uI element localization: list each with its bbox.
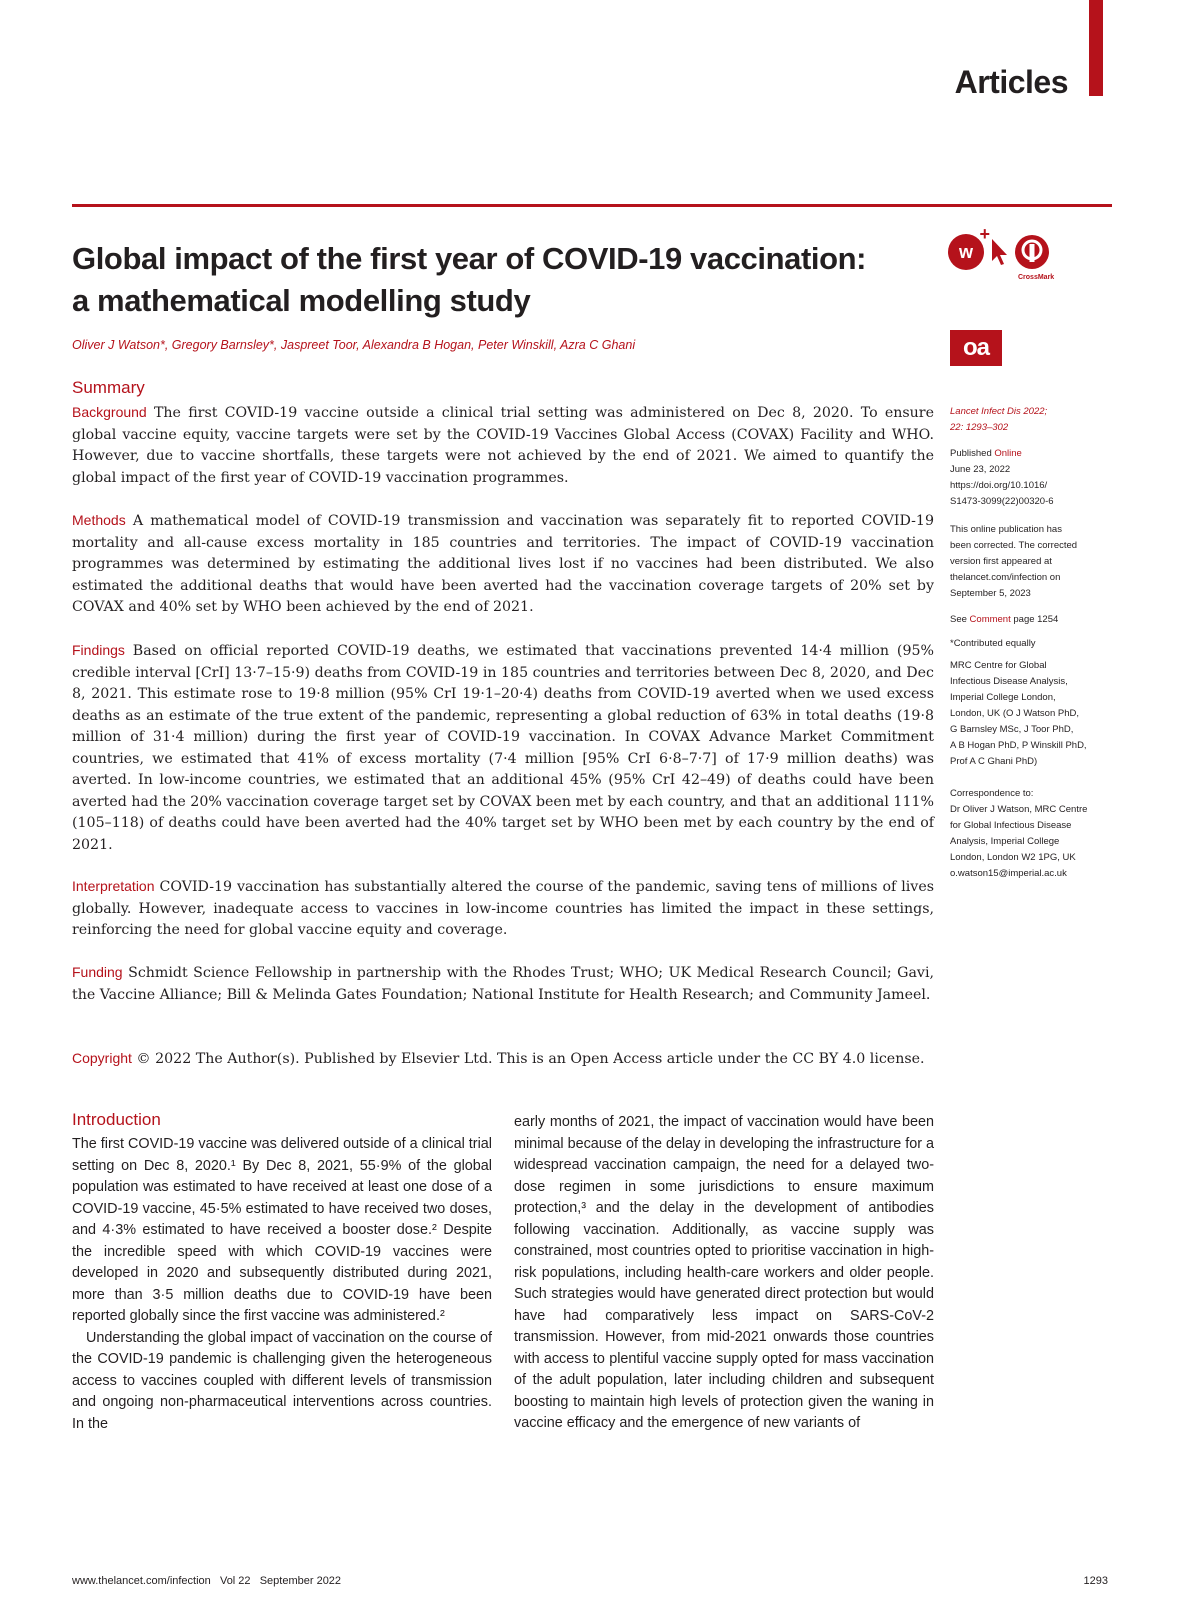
w-glyph: w bbox=[958, 241, 973, 262]
correction-line: September 5, 2023 bbox=[950, 588, 1031, 599]
findings-text: Based on official reported COVID-19 deaths, we estimated that vaccinations prevented 14·4 million (95% credible interval [CrI] 13·7–15·9) deaths from COVID-19 in 185 countries and territories between Dec 8, 2020, and Dec 8, 2021. This estimate rose to 19·8 million (95% CrI 19·1–20·4) deaths from COVID-19 averted when we used excess deaths as an estimate of the true extent of the pandemic, representing a global reduction of 63% in total deaths (19·8 million of 31·4 million) during the first year of COVID-19 vaccination. In COVAX Advance Market Commitment countries, we estimated that 41% of excess mortality (7·4 million [95% CrI 6·8–7·7] of 17·9 million deaths) was averted. In low-income countries, we estimated that an additional 45% (95% CrI 42–49) of deaths could have been averted had the 20% vaccination coverage target set by COVAX been met by each country, and that an additional 111% (105–118) of deaths could have been averted had the 40% target set by WHO been met by each country by the end of 2021. bbox=[72, 643, 934, 853]
correspondence-line: Analysis, Imperial College bbox=[950, 836, 1060, 847]
intro-paragraph: Understanding the global impact of vaccination on the course of the COVID-19 pandemic is challenging given the heterogeneous access to vaccines coupled with different levels of transmission and ongoing non-pharmaceutical interventions across countries. In the bbox=[72, 1329, 492, 1432]
title-line-1: Global impact of the first year of COVID-19 vaccination: bbox=[72, 241, 867, 276]
funding-label: Funding bbox=[72, 964, 123, 980]
doi-link[interactable]: S1473-3099(22)00320-6 bbox=[950, 496, 1054, 507]
article-title bbox=[72, 238, 932, 322]
correction-line: version first appeared at bbox=[950, 556, 1052, 567]
published-label: Published bbox=[950, 448, 995, 459]
background-label: Background bbox=[72, 404, 147, 420]
correction-line: thelancet.com/infection on bbox=[950, 572, 1061, 583]
affiliation-line: Infectious Disease Analysis, bbox=[950, 676, 1068, 687]
intro-paragraph: The first COVID-19 vaccine was delivered outside of a clinical trial setting on Dec 8, 2020.¹ By Dec 8, 2021, 55·9% of the global population was estimated to have received at least one dose of a COVID-19 vaccine, 45·5% estimated to have received two doses, and 4·3% estimated to have received a booster dose.² Despite the incredible speed with which COVID-19 vaccines were developed in 2020 and subsequently distributed during 2021, more than 3·5 million deaths due to COVID-19 have been reported globally since the first vaccine was administered.² bbox=[72, 1136, 492, 1324]
copyright-label: Copyright bbox=[72, 1050, 132, 1066]
body-column-left bbox=[72, 1134, 492, 1435]
doi-link[interactable]: https://doi.org/10.1016/ bbox=[950, 480, 1048, 491]
abstract-copyright bbox=[72, 1048, 934, 1071]
comment-link[interactable]: Comment bbox=[969, 614, 1011, 625]
correspondence-email[interactable]: o.watson15@imperial.ac.uk bbox=[950, 868, 1067, 879]
comment-prefix: See bbox=[950, 614, 970, 625]
affiliation-line: Imperial College London, bbox=[950, 692, 1056, 703]
page-number: 1293 bbox=[1083, 1575, 1108, 1587]
correspondence-line: London, London W2 1PG, UK bbox=[950, 852, 1076, 863]
copyright-text: © 2022 The Author(s). Published by Elsevier Ltd. This is an Open Access article under the CC BY 4.0 license. bbox=[131, 1051, 925, 1067]
body-column-right bbox=[514, 1112, 934, 1435]
abstract-background bbox=[72, 402, 934, 489]
plus-glyph: + bbox=[979, 224, 990, 244]
abstract-findings bbox=[72, 640, 934, 856]
published-line bbox=[950, 446, 1110, 462]
sidebar-correction-note bbox=[950, 522, 1110, 602]
citation-line: 22: 1293–302 bbox=[950, 422, 1009, 433]
correction-line: been corrected. The corrected bbox=[950, 540, 1078, 551]
affiliation-line: London, UK (O J Watson PhD, bbox=[950, 708, 1080, 719]
introduction-heading: Introduction bbox=[72, 1110, 161, 1129]
comment-suffix: page 1254 bbox=[1010, 614, 1059, 625]
sidebar-citation bbox=[950, 404, 1110, 436]
sidebar-affiliation bbox=[950, 658, 1110, 770]
intro-paragraph: early months of 2021, the impact of vaccination would have been minimal because of the delay in developing the infrastructure for a widespread vaccination campaign, the need for a delayed two-dose regimen in some jurisdictions to ensure maximum protection,³ and the delay in the development of antibodies following vaccination. Additionally, as vaccine supply was constrained, most countries opted to prioritise vaccination in high-risk populations, including health-care workers and older people. Such strategies would have generated direct protection but would have had comparatively less impact on SARS-CoV-2 transmission. However, from mid-2021 onwards those countries with access to plentiful vaccine supply opted for mass vaccination of the adult population, later including children and subsequent boosting to maintain high levels of protection given the waning in vaccine efficacy and the emergence of new variants of bbox=[514, 1114, 934, 1431]
summary-heading: Summary bbox=[72, 378, 145, 397]
background-text: The first COVID-19 vaccine outside a clinical trial setting was administered on Dec 8, 2020. To ensure global vaccine equity, vaccine targets were set by the COVID-19 Vaccines Global Access (COVAX) Facility and WHO. However, due to vaccine shortfalls, these targets were not achieved by the end of 2021. We aimed to quantify the global impact of the first year of COVID-19 vaccination programmes. bbox=[72, 405, 934, 486]
abstract-methods bbox=[72, 510, 934, 619]
article-badges bbox=[948, 224, 1050, 270]
sidebar-contribution-note: *Contributed equally bbox=[950, 638, 1036, 649]
affiliation-line: MRC Centre for Global bbox=[950, 660, 1047, 671]
sidebar-publication bbox=[950, 446, 1110, 510]
correction-line: This online publication has bbox=[950, 524, 1062, 535]
methods-label: Methods bbox=[72, 512, 126, 528]
cursor-icon bbox=[990, 237, 1008, 267]
header-rule bbox=[72, 204, 1112, 207]
open-access-badge: oa bbox=[950, 330, 1002, 366]
header-accent-bar bbox=[1089, 0, 1103, 96]
interpretation-label: Interpretation bbox=[72, 878, 155, 894]
section-label: Articles bbox=[954, 64, 1068, 100]
published-online-link[interactable]: Online bbox=[994, 448, 1022, 459]
affiliation-line: Prof A C Ghani PhD) bbox=[950, 756, 1038, 767]
citation-line: Lancet Infect Dis 2022; bbox=[950, 406, 1048, 417]
abstract-interpretation bbox=[72, 876, 934, 942]
correspondence-line: for Global Infectious Disease bbox=[950, 820, 1072, 831]
footer-journal-info: www.thelancet.com/infection Vol 22 September 2022 bbox=[72, 1575, 342, 1587]
interpretation-text: COVID-19 vaccination has substantially altered the course of the pandemic, saving tens of millions of lives globally. However, inadequate access to vaccines in low-income countries has limited the impact in these settings, reinforcing the need for global vaccine equity and coverage. bbox=[72, 879, 934, 938]
comment-w-icon[interactable] bbox=[948, 224, 990, 270]
title-line-2: a mathematical modelling study bbox=[72, 283, 531, 318]
affiliation-line: A B Hogan PhD, P Winskill PhD, bbox=[950, 740, 1087, 751]
sidebar-correspondence bbox=[950, 786, 1110, 882]
methods-text: A mathematical model of COVID-19 transmission and vaccination was separately fit to reported COVID-19 mortality and all-cause excess mortality in 185 countries and territories. The impact of COVID-19 vaccination programmes was determined by estimating the additional lives lost if no vaccines had been distributed. We also estimated the additional deaths that would have been averted had the vaccination coverage targets of 20% set by COVAX and 40% set by WHO been achieved by the end of 2021. bbox=[72, 513, 934, 615]
published-date: June 23, 2022 bbox=[950, 464, 1011, 475]
findings-label: Findings bbox=[72, 642, 125, 658]
correspondence-line: Correspondence to: bbox=[950, 788, 1034, 799]
crossmark-label: CrossMark bbox=[1018, 274, 1055, 281]
correspondence-line: Dr Oliver J Watson, MRC Centre bbox=[950, 804, 1088, 815]
sidebar-comment-ref bbox=[950, 612, 1110, 628]
crossmark-icon[interactable] bbox=[1014, 234, 1050, 270]
affiliation-line: G Barnsley MSc, J Toor PhD, bbox=[950, 724, 1074, 735]
funding-text: Schmidt Science Fellowship in partnership with the Rhodes Trust; WHO; UK Medical Research Council; Gavi, the Vaccine Alliance; Bill & Melinda Gates Foundation; National Institute for Health Research; and Community Jameel. bbox=[72, 965, 934, 1003]
abstract-funding bbox=[72, 962, 934, 1006]
author-list: Oliver J Watson*, Gregory Barnsley*, Jaspreet Toor, Alexandra B Hogan, Peter Winskill, Azra C Ghani bbox=[72, 338, 636, 352]
